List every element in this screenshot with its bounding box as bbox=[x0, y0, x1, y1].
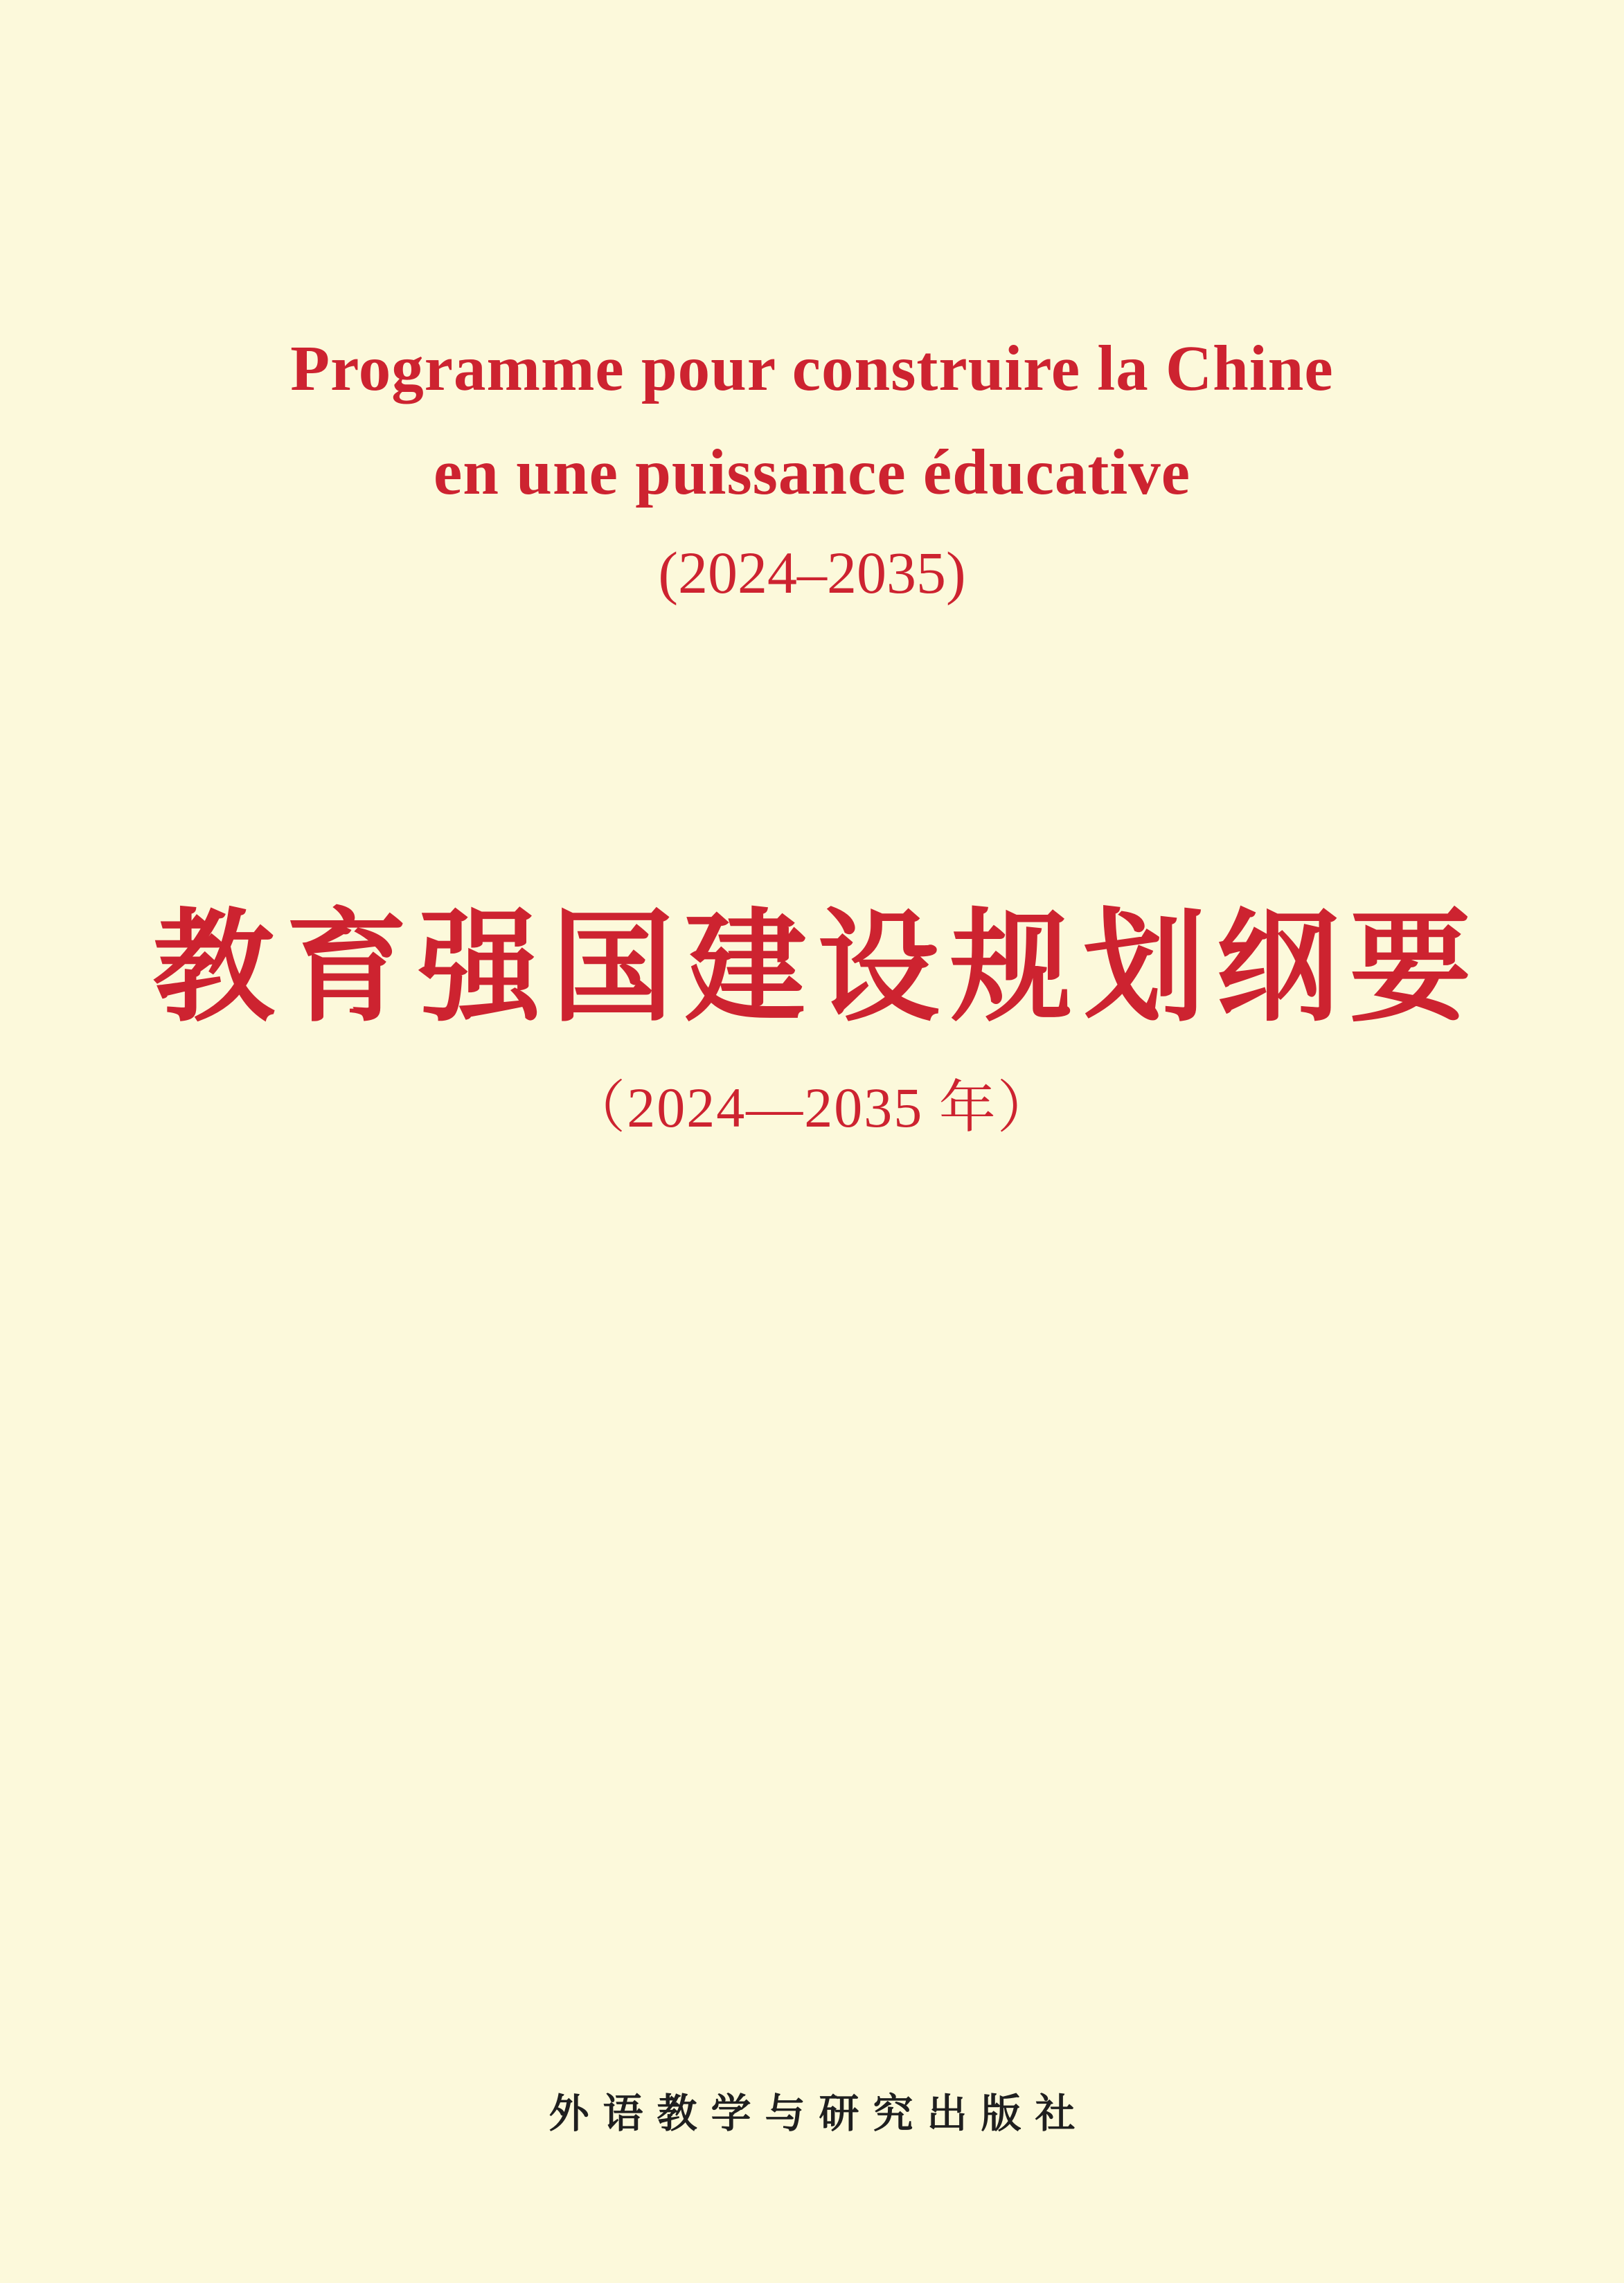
french-title-line2: en une puissance éducative bbox=[433, 437, 1190, 508]
chinese-title: 教育强国建设规划纲要 bbox=[152, 902, 1483, 1037]
chinese-years: （2024—2035 年） bbox=[569, 1076, 1055, 1139]
publisher-name: 外语教学与研究出版社 bbox=[548, 2091, 1089, 2136]
french-title-line1: Programme pour construire la Chine bbox=[290, 333, 1334, 404]
french-years: (2024–2035) bbox=[658, 539, 966, 606]
french-title bbox=[0, 317, 1624, 525]
